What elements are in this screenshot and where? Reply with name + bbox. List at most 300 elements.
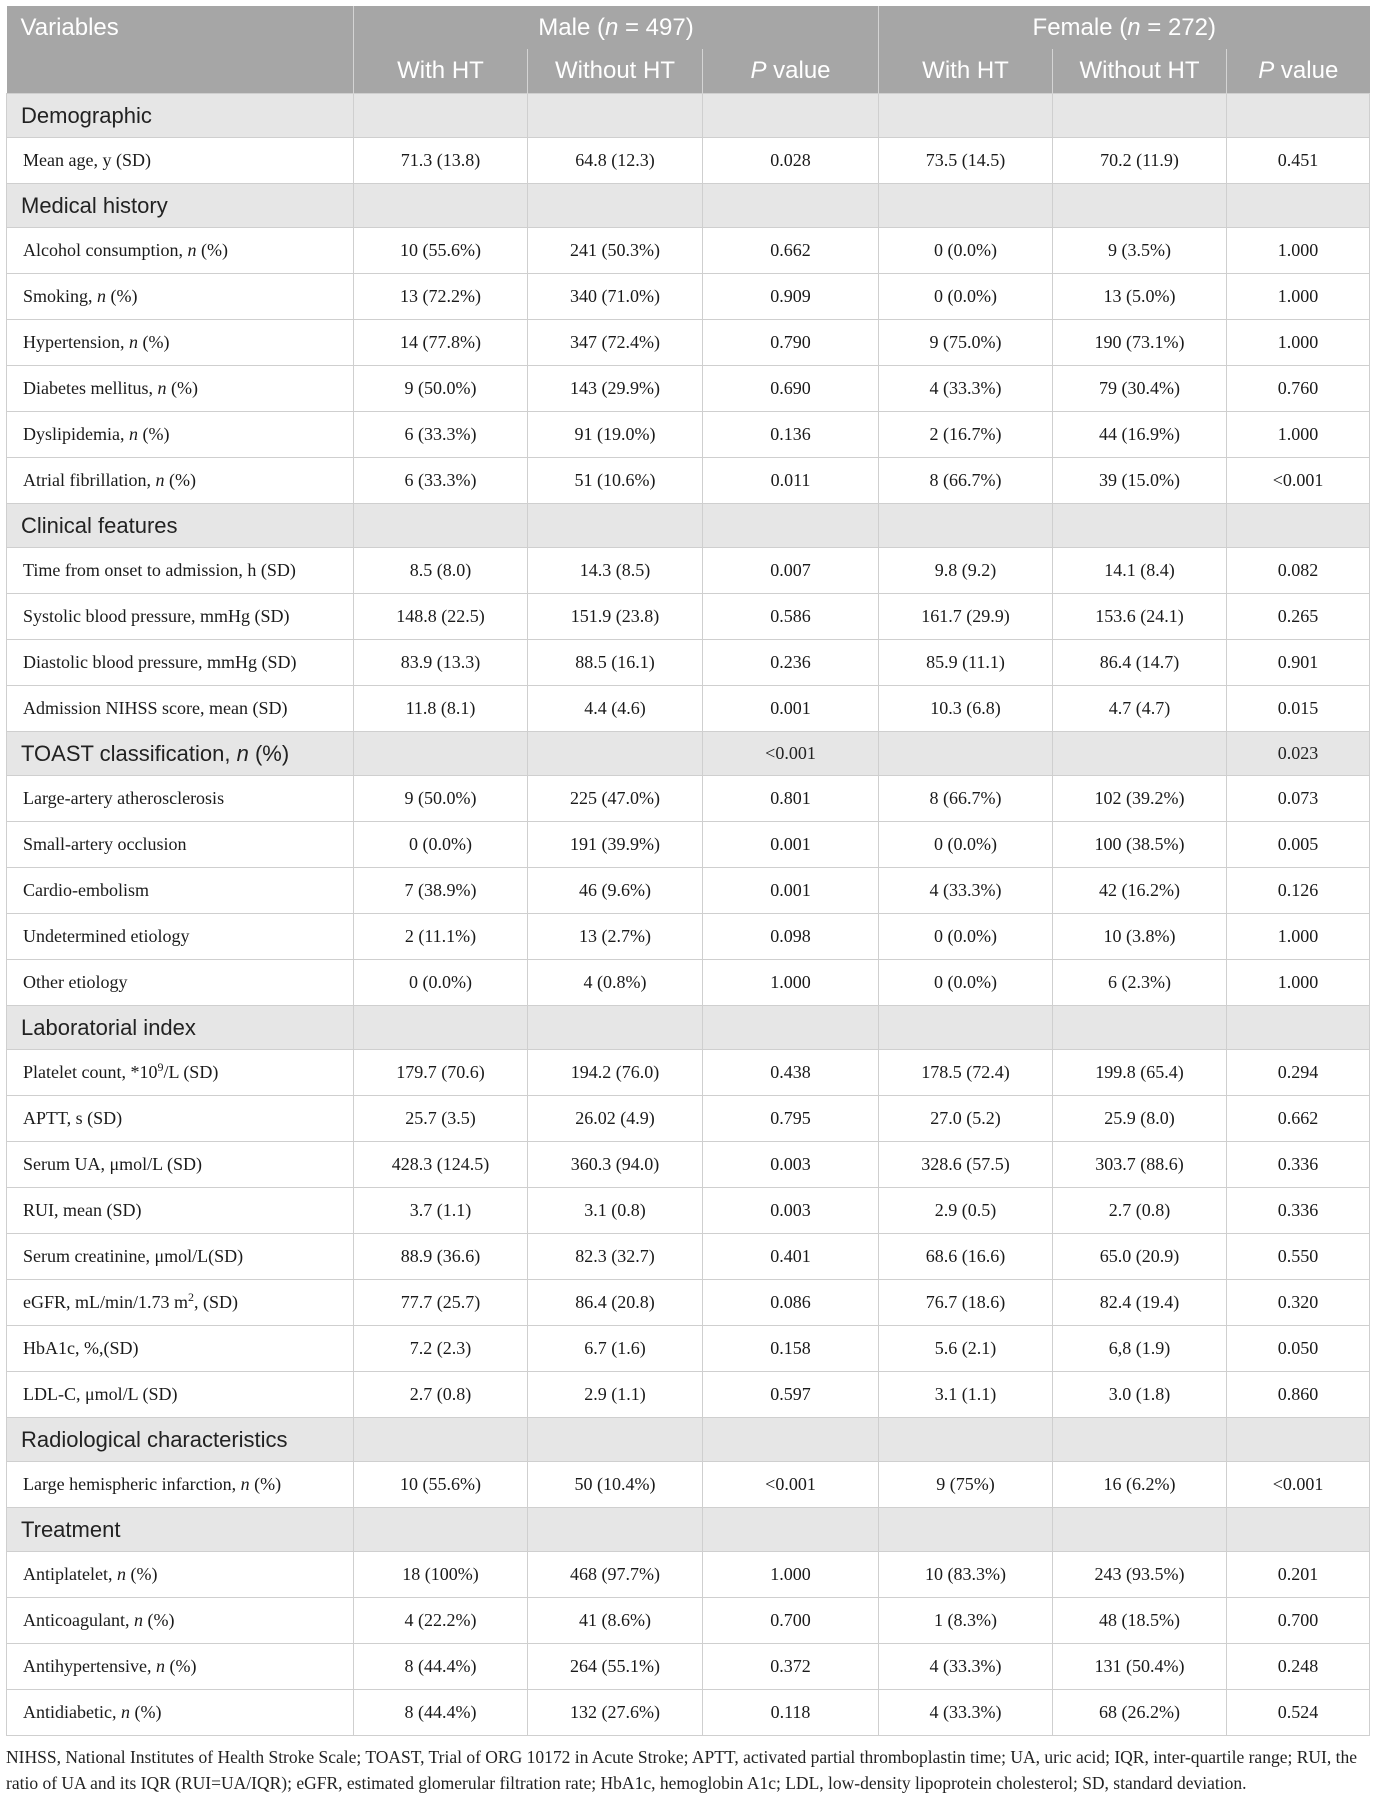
male-without-ht: 51 (10.6%) [528,458,703,504]
header-male-group: Male (n = 497) [354,6,879,49]
female-p-value: 0.336 [1227,1188,1370,1234]
female-p-value: <0.001 [1227,1462,1370,1508]
section-empty-cell [1053,1006,1227,1050]
row-label: RUI, mean (SD) [7,1188,354,1234]
table-row [7,1372,1370,1418]
male-p-value: 0.158 [703,1326,879,1372]
male-with-ht: 14 (77.8%) [354,320,528,366]
female-without-ht: 100 (38.5%) [1053,822,1227,868]
male-p-value: 0.795 [703,1096,879,1142]
section-empty-cell [1053,1418,1227,1462]
row-label: Antihypertensive, n (%) [7,1644,354,1690]
section-empty-cell [354,1418,528,1462]
female-with-ht: 85.9 (11.1) [879,640,1053,686]
female-with-ht: 0 (0.0%) [879,960,1053,1006]
male-p-value: 0.007 [703,548,879,594]
table-row [7,228,1370,274]
section-empty-cell [703,504,879,548]
male-p-value: 0.438 [703,1050,879,1096]
section-row [7,1508,1370,1552]
male-p-value: 0.690 [703,366,879,412]
section-empty-cell [354,1006,528,1050]
male-p-value: 0.011 [703,458,879,504]
female-with-ht: 10.3 (6.8) [879,686,1053,732]
male-without-ht: 50 (10.4%) [528,1462,703,1508]
row-label: APTT, s (SD) [7,1096,354,1142]
male-p-value: 0.001 [703,686,879,732]
female-with-ht: 0 (0.0%) [879,228,1053,274]
male-with-ht: 25.7 (3.5) [354,1096,528,1142]
male-p-value: 0.700 [703,1598,879,1644]
female-with-ht: 328.6 (57.5) [879,1142,1053,1188]
female-with-ht: 3.1 (1.1) [879,1372,1053,1418]
section-empty-cell [528,732,703,776]
male-without-ht: 82.3 (32.7) [528,1234,703,1280]
male-with-ht: 2 (11.1%) [354,914,528,960]
table-row [7,1096,1370,1142]
female-with-ht: 9.8 (9.2) [879,548,1053,594]
female-p-value: 0.760 [1227,366,1370,412]
section-empty-cell [703,1508,879,1552]
table-row [7,868,1370,914]
male-without-ht: 64.8 (12.3) [528,138,703,184]
table-footnote: NIHSS, National Institutes of Health Stroke Scale; TOAST, Trial of ORG 10172 in Acute Stroke; APTT, activated partial thromboplastin time; UA, uric acid; IQR, inter-quartile range; RUI, the ratio of UA and its IQR (RUI=UA/IQR); eGFR, estimated glomerular filtration rate; HbA1c, hemoglobin A1c; LDL, low-density lipoprotein cholesterol; SD, standard deviation. [6,1747,1357,1793]
table-row [7,960,1370,1006]
male-without-ht: 41 (8.6%) [528,1598,703,1644]
male-with-ht: 9 (50.0%) [354,366,528,412]
table-row [7,822,1370,868]
male-with-ht: 179.7 (70.6) [354,1050,528,1096]
section-row [7,504,1370,548]
male-p-value: 0.118 [703,1690,879,1736]
female-without-ht: 44 (16.9%) [1053,412,1227,458]
female-p-value: 0.700 [1227,1598,1370,1644]
table-row [7,914,1370,960]
row-label: Smoking, n (%) [7,274,354,320]
row-label: Diabetes mellitus, n (%) [7,366,354,412]
row-label: Large-artery atherosclerosis [7,776,354,822]
section-empty-cell [879,504,1053,548]
section-empty-cell [354,1508,528,1552]
male-without-ht: 264 (55.1%) [528,1644,703,1690]
male-without-ht: 347 (72.4%) [528,320,703,366]
female-without-ht: 86.4 (14.7) [1053,640,1227,686]
section-empty-cell [1053,504,1227,548]
female-p-value: 0.860 [1227,1372,1370,1418]
female-p-value: 1.000 [1227,914,1370,960]
table-header [7,6,1370,94]
male-p-value: 0.597 [703,1372,879,1418]
female-with-ht: 76.7 (18.6) [879,1280,1053,1326]
male-without-ht: 86.4 (20.8) [528,1280,703,1326]
male-without-ht: 4 (0.8%) [528,960,703,1006]
female-without-ht: 4.7 (4.7) [1053,686,1227,732]
male-with-ht: 3.7 (1.1) [354,1188,528,1234]
section-empty-cell [879,732,1053,776]
female-p-value: 0.901 [1227,640,1370,686]
male-with-ht: 77.7 (25.7) [354,1280,528,1326]
female-p-value: 1.000 [1227,960,1370,1006]
table-row [7,640,1370,686]
male-without-ht: 340 (71.0%) [528,274,703,320]
male-without-ht: 26.02 (4.9) [528,1096,703,1142]
female-p-value: 0.005 [1227,822,1370,868]
section-empty-cell [879,1418,1053,1462]
male-with-ht: 10 (55.6%) [354,228,528,274]
table-row [7,320,1370,366]
section-title: Clinical features [7,504,354,548]
section-empty-cell [879,94,1053,138]
row-label: Admission NIHSS score, mean (SD) [7,686,354,732]
female-with-ht: 2 (16.7%) [879,412,1053,458]
female-without-ht: 9 (3.5%) [1053,228,1227,274]
section-empty-cell [879,1006,1053,1050]
section-empty-cell [528,1006,703,1050]
female-with-ht: 4 (33.3%) [879,366,1053,412]
male-with-ht: 9 (50.0%) [354,776,528,822]
table-row [7,458,1370,504]
male-p-value: 1.000 [703,960,879,1006]
table-row [7,1644,1370,1690]
row-label: Other etiology [7,960,354,1006]
table-row [7,548,1370,594]
female-p-value: 0.550 [1227,1234,1370,1280]
female-without-ht: 79 (30.4%) [1053,366,1227,412]
table-row [7,1050,1370,1096]
female-without-ht: 199.8 (65.4) [1053,1050,1227,1096]
section-empty-cell [703,184,879,228]
male-p-value: 0.136 [703,412,879,458]
female-with-ht: 0 (0.0%) [879,914,1053,960]
section-empty-cell [1227,1508,1370,1552]
female-p-value: 0.336 [1227,1142,1370,1188]
table-body [7,94,1370,1736]
male-p-value: 0.001 [703,822,879,868]
header-female-with-ht: With HT [879,49,1053,94]
section-empty-cell [879,1508,1053,1552]
section-female-p-value: 0.023 [1227,732,1370,776]
table-row [7,1690,1370,1736]
male-with-ht: 6 (33.3%) [354,412,528,458]
male-with-ht: 8 (44.4%) [354,1644,528,1690]
male-without-ht: 13 (2.7%) [528,914,703,960]
header-female-p-value: P value [1227,49,1370,94]
female-p-value: 0.248 [1227,1644,1370,1690]
male-p-value: 0.001 [703,868,879,914]
row-label: Large hemispheric infarction, n (%) [7,1462,354,1508]
female-p-value: 0.073 [1227,776,1370,822]
section-title: Medical history [7,184,354,228]
section-title: Demographic [7,94,354,138]
female-p-value: 1.000 [1227,320,1370,366]
male-without-ht: 3.1 (0.8) [528,1188,703,1234]
female-with-ht: 178.5 (72.4) [879,1050,1053,1096]
male-p-value: 0.372 [703,1644,879,1690]
female-without-ht: 13 (5.0%) [1053,274,1227,320]
male-without-ht: 14.3 (8.5) [528,548,703,594]
male-without-ht: 151.9 (23.8) [528,594,703,640]
male-without-ht: 143 (29.9%) [528,366,703,412]
male-without-ht: 46 (9.6%) [528,868,703,914]
section-empty-cell [1227,1418,1370,1462]
male-p-value: 0.586 [703,594,879,640]
section-title: Laboratorial index [7,1006,354,1050]
male-p-value: 0.098 [703,914,879,960]
female-p-value: 1.000 [1227,228,1370,274]
section-empty-cell [1227,1006,1370,1050]
female-without-ht: 102 (39.2%) [1053,776,1227,822]
male-without-ht: 2.9 (1.1) [528,1372,703,1418]
male-with-ht: 6 (33.3%) [354,458,528,504]
row-label: Platelet count, $*10^9/L$ (SD) [7,1050,354,1096]
female-without-ht: 25.9 (8.0) [1053,1096,1227,1142]
female-without-ht: 65.0 (20.9) [1053,1234,1227,1280]
male-p-value: 0.401 [703,1234,879,1280]
female-with-ht: 8 (66.7%) [879,458,1053,504]
section-empty-cell [703,1418,879,1462]
header-female-without-ht: Without HT [1053,49,1227,94]
female-p-value: 0.015 [1227,686,1370,732]
row-label: Systolic blood pressure, mmHg (SD) [7,594,354,640]
male-with-ht: 8 (44.4%) [354,1690,528,1736]
table-row [7,274,1370,320]
header-female-group: Female (n = 272) [879,6,1370,49]
section-row [7,94,1370,138]
female-with-ht: 4 (33.3%) [879,1690,1053,1736]
male-with-ht: 148.8 (22.5) [354,594,528,640]
male-without-ht: 191 (39.9%) [528,822,703,868]
table-row [7,686,1370,732]
section-empty-cell [528,1418,703,1462]
male-with-ht: 0 (0.0%) [354,960,528,1006]
female-with-ht: 27.0 (5.2) [879,1096,1053,1142]
female-without-ht: 190 (73.1%) [1053,320,1227,366]
male-p-value: 0.790 [703,320,879,366]
male-with-ht: 2.7 (0.8) [354,1372,528,1418]
female-p-value: 0.201 [1227,1552,1370,1598]
male-p-value: 0.028 [703,138,879,184]
male-with-ht: 88.9 (36.6) [354,1234,528,1280]
female-without-ht: 6 (2.3%) [1053,960,1227,1006]
female-with-ht: 4 (33.3%) [879,1644,1053,1690]
section-empty-cell [1227,504,1370,548]
section-empty-cell [1053,732,1227,776]
female-with-ht: 73.5 (14.5) [879,138,1053,184]
female-with-ht: 1 (8.3%) [879,1598,1053,1644]
female-without-ht: 153.6 (24.1) [1053,594,1227,640]
header-male-without-ht: Without HT [528,49,703,94]
female-without-ht: 131 (50.4%) [1053,1644,1227,1690]
female-p-value: 1.000 [1227,412,1370,458]
section-empty-cell [703,94,879,138]
row-label: Atrial fibrillation, n (%) [7,458,354,504]
male-without-ht: 4.4 (4.6) [528,686,703,732]
male-with-ht: 10 (55.6%) [354,1462,528,1508]
male-without-ht: 6.7 (1.6) [528,1326,703,1372]
male-with-ht: 13 (72.2%) [354,274,528,320]
male-with-ht: 8.5 (8.0) [354,548,528,594]
female-p-value: 0.662 [1227,1096,1370,1142]
male-without-ht: 88.5 (16.1) [528,640,703,686]
female-p-value: 0.524 [1227,1690,1370,1736]
male-with-ht: 428.3 (124.5) [354,1142,528,1188]
row-label: Dyslipidemia, n (%) [7,412,354,458]
male-with-ht: 71.3 (13.8) [354,138,528,184]
male-with-ht: 0 (0.0%) [354,822,528,868]
section-male-p-value: <0.001 [703,732,879,776]
section-row [7,184,1370,228]
male-p-value: 0.236 [703,640,879,686]
table-row [7,594,1370,640]
male-p-value: 1.000 [703,1552,879,1598]
section-empty-cell [528,504,703,548]
female-without-ht: 70.2 (11.9) [1053,138,1227,184]
female-p-value: 0.050 [1227,1326,1370,1372]
male-with-ht: 83.9 (13.3) [354,640,528,686]
male-p-value: <0.001 [703,1462,879,1508]
table-row [7,138,1370,184]
female-without-ht: 42 (16.2%) [1053,868,1227,914]
section-row [7,1418,1370,1462]
section-empty-cell [528,1508,703,1552]
section-empty-cell [528,184,703,228]
section-empty-cell [354,504,528,548]
section-empty-cell [1227,94,1370,138]
female-with-ht: 8 (66.7%) [879,776,1053,822]
row-label: Mean age, y (SD) [7,138,354,184]
row-label: Hypertension, n (%) [7,320,354,366]
table-row [7,1234,1370,1280]
female-without-ht: 39 (15.0%) [1053,458,1227,504]
section-empty-cell [354,732,528,776]
row-label: Diastolic blood pressure, mmHg (SD) [7,640,354,686]
section-row [7,1006,1370,1050]
female-without-ht: 3.0 (1.8) [1053,1372,1227,1418]
section-empty-cell [703,1006,879,1050]
row-label: LDL-C, μmol/L (SD) [7,1372,354,1418]
row-label: Cardio-embolism [7,868,354,914]
section-title: Radiological characteristics [7,1418,354,1462]
male-without-ht: 468 (97.7%) [528,1552,703,1598]
row-label: HbA1c, %,(SD) [7,1326,354,1372]
table-row [7,412,1370,458]
female-without-ht: 303.7 (88.6) [1053,1142,1227,1188]
female-p-value: 0.126 [1227,868,1370,914]
table-row [7,1188,1370,1234]
male-p-value: 0.801 [703,776,879,822]
female-without-ht: 6,8 (1.9) [1053,1326,1227,1372]
row-label: Antidiabetic, n (%) [7,1690,354,1736]
document [6,6,1369,1796]
female-p-value: 0.451 [1227,138,1370,184]
section-title: TOAST classification, n (%) [7,732,354,776]
section-empty-cell [528,94,703,138]
female-without-ht: 2.7 (0.8) [1053,1188,1227,1234]
section-empty-cell [354,94,528,138]
section-empty-cell [1227,184,1370,228]
row-label: Serum UA, μmol/L (SD) [7,1142,354,1188]
male-p-value: 0.662 [703,228,879,274]
table-row [7,1552,1370,1598]
female-with-ht: 9 (75%) [879,1462,1053,1508]
male-p-value: 0.909 [703,274,879,320]
male-without-ht: 194.2 (76.0) [528,1050,703,1096]
female-with-ht: 161.7 (29.9) [879,594,1053,640]
female-with-ht: 4 (33.3%) [879,868,1053,914]
male-without-ht: 132 (27.6%) [528,1690,703,1736]
female-p-value: <0.001 [1227,458,1370,504]
table-row [7,1280,1370,1326]
male-with-ht: 7 (38.9%) [354,868,528,914]
row-label: Undetermined etiology [7,914,354,960]
female-p-value: 1.000 [1227,274,1370,320]
row-label: Anticoagulant, n (%) [7,1598,354,1644]
female-without-ht: 10 (3.8%) [1053,914,1227,960]
female-without-ht: 82.4 (19.4) [1053,1280,1227,1326]
section-empty-cell [354,184,528,228]
section-row [7,732,1370,776]
table-row [7,1326,1370,1372]
section-empty-cell [1053,94,1227,138]
table-row [7,1598,1370,1644]
female-p-value: 0.294 [1227,1050,1370,1096]
header-variables: Variables [7,6,354,49]
row-label: Antiplatelet, n (%) [7,1552,354,1598]
row-label: Alcohol consumption, n (%) [7,228,354,274]
female-p-value: 0.320 [1227,1280,1370,1326]
female-without-ht: 243 (93.5%) [1053,1552,1227,1598]
table-row [7,1462,1370,1508]
row-label: eGFR, mL/min/1.73 $m^2$, (SD) [7,1280,354,1326]
table-row [7,1142,1370,1188]
section-empty-cell [1053,1508,1227,1552]
female-with-ht: 0 (0.0%) [879,822,1053,868]
header-blank [7,49,354,94]
female-with-ht: 68.6 (16.6) [879,1234,1053,1280]
female-with-ht: 2.9 (0.5) [879,1188,1053,1234]
female-with-ht: 5.6 (2.1) [879,1326,1053,1372]
female-with-ht: 9 (75.0%) [879,320,1053,366]
male-with-ht: 7.2 (2.3) [354,1326,528,1372]
section-empty-cell [1053,184,1227,228]
male-p-value: 0.003 [703,1188,879,1234]
male-with-ht: 11.8 (8.1) [354,686,528,732]
male-without-ht: 91 (19.0%) [528,412,703,458]
male-without-ht: 360.3 (94.0) [528,1142,703,1188]
male-without-ht: 241 (50.3%) [528,228,703,274]
header-male-with-ht: With HT [354,49,528,94]
female-p-value: 0.082 [1227,548,1370,594]
table-row [7,366,1370,412]
female-without-ht: 16 (6.2%) [1053,1462,1227,1508]
row-label: Time from onset to admission, h (SD) [7,548,354,594]
female-p-value: 0.265 [1227,594,1370,640]
female-with-ht: 0 (0.0%) [879,274,1053,320]
female-without-ht: 48 (18.5%) [1053,1598,1227,1644]
male-with-ht: 18 (100%) [354,1552,528,1598]
female-with-ht: 10 (83.3%) [879,1552,1053,1598]
section-empty-cell [879,184,1053,228]
female-without-ht: 68 (26.2%) [1053,1690,1227,1736]
row-label: Small-artery occlusion [7,822,354,868]
male-p-value: 0.003 [703,1142,879,1188]
male-without-ht: 225 (47.0%) [528,776,703,822]
section-title: Treatment [7,1508,354,1552]
data-table [6,6,1370,1736]
header-male-p-value: P value [703,49,879,94]
male-p-value: 0.086 [703,1280,879,1326]
female-without-ht: 14.1 (8.4) [1053,548,1227,594]
